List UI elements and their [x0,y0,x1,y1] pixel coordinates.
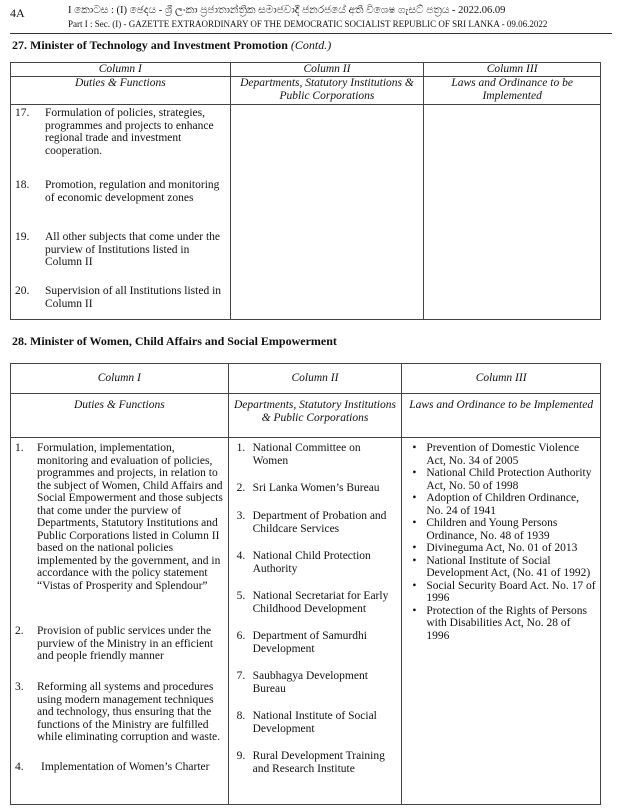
page-number: 4A [10,6,25,20]
bullet-icon: • [412,579,417,592]
bullet-icon: • [412,517,417,529]
law-item: • Adoption of Children Ordinance, No. 24 of 1941 [412,492,580,517]
institution-item: 3. Department of Probation and Childcare Services [236,510,387,535]
institution-item: 4. National Child Protection Authority [236,550,371,575]
column-3-header: Column III [424,63,601,77]
laws-cell [402,438,601,805]
departments-subheader: Departments, Statutory Institutions & Public Corporations [228,394,402,438]
duty-item: 2. Provision of public services under the purview of the Ministry in an efficient and people friendly manner [15,625,214,662]
law-item: • Divineguma Act, No. 01 of 2013 [412,542,578,554]
duty-item: 17. Formulation of policies, strategies, programmes and projects to enhance regional trade and investment cooperation. [15,107,214,157]
laws-subheader: Laws and Ordinance to be Implemented [402,394,601,438]
duty-item: 18. Promotion, regulation and monitoring of economic development zones [15,179,220,204]
section-27-table [10,62,601,320]
law-item: • Protection of the Rights of Persons with Disabilities Act, No. 28 of 1996 [412,604,588,642]
bullet-icon: • [412,604,417,617]
bullet-icon: • [412,442,417,454]
laws-subheader: Laws and Ordinance to be Implemented [424,77,601,105]
duty-item: 19. All other subjects that come under the purview of Institutions listed in Column II [15,231,221,268]
gazette-header-english: Part I : Sec. (I) - GAZETTE EXTRAORDINARY OF THE DEMOCRATIC SOCIALIST REPUBLIC OF SRI LANKA - 09.06.2022 [68,19,548,29]
duties-cell [11,438,229,805]
institution-item: 8. National Institute of Social Development [236,710,377,735]
duty-item: 1. Formulation, implementation, monitoring and evaluation of policies, programmes and projects, in relation to the subject of Women, Child Affairs and Social Empowerment and those subjects that come under the purview of Departments, Statutory Institutions and Public Corporations listed in Column II based on the national policies implemented by the government, and in accordance with the policy statement “Vistas of Prosperity and Splendour” [15,442,223,592]
institutions-cell [228,438,402,805]
law-item: • Children and Young Persons Ordinance, No. 48 of 1939 [412,517,558,542]
institution-item: 6. Department of Samurdhi Development [236,630,367,655]
institution-item: 1. National Committee on Women [236,442,361,467]
law-item: • Social Security Board Act. No. 17 of 1996 [412,579,596,604]
column-1-header: Column I [11,63,231,77]
duty-item: 20. Supervision of all Institutions listed in Column II [15,285,222,310]
departments-cell [230,105,424,320]
column-3-header: Column III [402,364,601,394]
law-item: • Prevention of Domestic Violence Act, No. 34 of 2005 [412,442,580,467]
bullet-icon: • [412,554,417,567]
institution-item: 9. Rural Development Training and Research Institute [236,750,385,775]
gazette-header-sinhala: I කොටස : (I) ඡෙදය - ශ්‍රී ලංකා ප්‍රජාතාන්ත්‍රික සමාජවාදී ජනරජයේ අති විශෙෂ ගැසට් පත්‍රය - 2022.06.09 [68,5,506,16]
header-rule [10,33,612,34]
law-item: • National Institute of Social Development Act, (No. 41 of 1992) [412,554,591,579]
institution-item: 7. Saubhagya Development Bureau [236,670,368,695]
bullet-icon: • [412,467,417,479]
duties-subheader: Duties & Functions [11,394,229,438]
column-2-header: Column II [230,63,424,77]
duties-subheader: Duties & Functions [11,77,231,105]
duty-item: 4. Implementation of Women’s Charter [15,761,210,773]
institution-item: 5. National Secretariat for Early Childhood Development [236,590,389,615]
column-2-header: Column II [228,364,402,394]
bullet-icon: • [412,492,417,504]
duties-cell [11,105,231,320]
section-27-title: 27. Minister of Technology and Investment Promotion (Contd.) [12,38,332,52]
bullet-icon: • [412,542,417,554]
laws-cell [424,105,601,320]
section-28-table [10,363,601,805]
departments-subheader: Departments, Statutory Institutions & Public Corporations [230,77,424,105]
law-item: • National Child Protection Authority Act, No. 50 of 1998 [412,467,592,492]
column-1-header: Column I [11,364,229,394]
section-28-title: 28. Minister of Women, Child Affairs and Social Empowerment [12,334,337,348]
duty-item: 3. Reforming all systems and procedures using modern management techniques and technology, thus ensuring that the functions of the Ministry are fulfilled while eliminating corruption and waste. [15,681,220,743]
institution-item: 2. Sri Lanka Women’s Bureau [236,482,380,494]
